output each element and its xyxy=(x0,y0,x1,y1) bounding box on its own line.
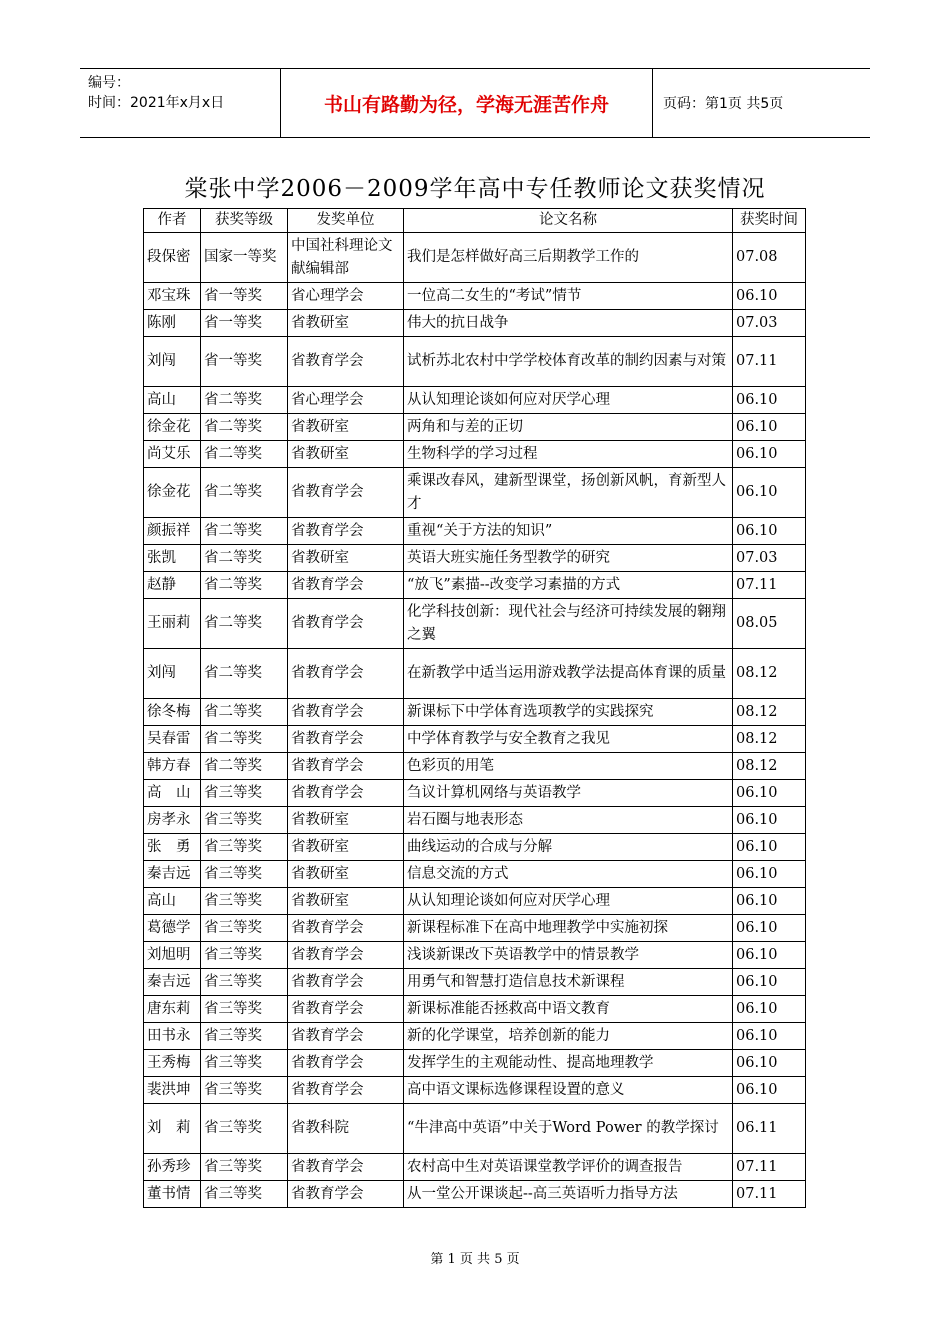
cell-paper: 发挥学生的主观能动性、提高地理教学 xyxy=(404,1050,733,1077)
cell-level: 省二等奖 xyxy=(201,468,288,518)
cell-paper: 试析苏北农村中学学校体育改革的制约因素与对策 xyxy=(404,337,733,387)
column-header-date: 获奖时间 xyxy=(733,209,806,233)
table-row xyxy=(144,726,806,753)
cell-author: 葛德学 xyxy=(144,915,201,942)
cell-date: 06.10 xyxy=(733,807,806,834)
table-row xyxy=(144,468,806,518)
cell-paper: 新的化学课堂，培养创新的能力 xyxy=(404,1023,733,1050)
cell-author: 张凯 xyxy=(144,545,201,572)
cell-date: 06.10 xyxy=(733,942,806,969)
cell-author: 张 勇 xyxy=(144,834,201,861)
table-row xyxy=(144,834,806,861)
cell-author: 徐金花 xyxy=(144,414,201,441)
cell-unit: 省教育学会 xyxy=(288,726,404,753)
cell-author: 田书永 xyxy=(144,1023,201,1050)
cell-author: 赵静 xyxy=(144,572,201,599)
cell-level: 省二等奖 xyxy=(201,414,288,441)
cell-paper: 在新教学中适当运用游戏教学法提高体育课的质量 xyxy=(404,649,733,699)
cell-level: 省三等奖 xyxy=(201,1104,288,1154)
awards-table xyxy=(143,208,806,1208)
cell-author: 唐东莉 xyxy=(144,996,201,1023)
doc-number-label: 编号： xyxy=(88,75,130,91)
cell-paper: 从一堂公开课谈起--高三英语听力指导方法 xyxy=(404,1181,733,1208)
cell-unit: 中国社科理论文献编辑部 xyxy=(288,233,404,283)
cell-date: 06.10 xyxy=(733,283,806,310)
document-title: 棠张中学2006－2009学年高中专任教师论文获奖情况 xyxy=(184,176,766,202)
cell-date: 08.12 xyxy=(733,699,806,726)
cell-unit: 省教育学会 xyxy=(288,915,404,942)
cell-date: 06.10 xyxy=(733,861,806,888)
cell-level: 省三等奖 xyxy=(201,780,288,807)
cell-level: 省二等奖 xyxy=(201,726,288,753)
cell-unit: 省教研室 xyxy=(288,441,404,468)
cell-level: 省二等奖 xyxy=(201,753,288,780)
cell-unit: 省教育学会 xyxy=(288,1181,404,1208)
cell-unit: 省心理学会 xyxy=(288,387,404,414)
cell-level: 省一等奖 xyxy=(201,337,288,387)
cell-author: 刘闯 xyxy=(144,649,201,699)
cell-unit: 省教研室 xyxy=(288,888,404,915)
cell-unit: 省教育学会 xyxy=(288,780,404,807)
cell-paper: 我们是怎样做好高三后期教学工作的 xyxy=(404,233,733,283)
cell-paper: 农村高中生对英语课堂教学评价的调查报告 xyxy=(404,1154,733,1181)
cell-date: 06.10 xyxy=(733,414,806,441)
cell-date: 08.12 xyxy=(733,649,806,699)
cell-paper: 中学体育教学与安全教育之我见 xyxy=(404,726,733,753)
cell-paper: 新课标准能否拯救高中语文教育 xyxy=(404,996,733,1023)
cell-author: 高山 xyxy=(144,888,201,915)
cell-author: 高山 xyxy=(144,387,201,414)
cell-date: 06.10 xyxy=(733,834,806,861)
cell-date: 07.11 xyxy=(733,1154,806,1181)
cell-date: 06.11 xyxy=(733,1104,806,1154)
table-row xyxy=(144,915,806,942)
cell-level: 省三等奖 xyxy=(201,1050,288,1077)
cell-level: 省三等奖 xyxy=(201,942,288,969)
cell-paper: 信息交流的方式 xyxy=(404,861,733,888)
cell-paper: “牛津高中英语”中关于Word Power 的教学探讨 xyxy=(404,1104,733,1154)
cell-date: 06.10 xyxy=(733,780,806,807)
cell-paper: 曲线运动的合成与分解 xyxy=(404,834,733,861)
cell-unit: 省教育学会 xyxy=(288,468,404,518)
table-row xyxy=(144,310,806,337)
cell-level: 省一等奖 xyxy=(201,283,288,310)
cell-author: 秦吉远 xyxy=(144,861,201,888)
cell-level: 省一等奖 xyxy=(201,310,288,337)
table-row xyxy=(144,387,806,414)
cell-unit: 省教育学会 xyxy=(288,337,404,387)
cell-date: 07.11 xyxy=(733,1181,806,1208)
cell-paper: 从认知理论谈如何应对厌学心理 xyxy=(404,888,733,915)
cell-date: 06.10 xyxy=(733,1023,806,1050)
cell-author: 董书情 xyxy=(144,1181,201,1208)
table-row xyxy=(144,1154,806,1181)
cell-paper: 用勇气和智慧打造信息技术新课程 xyxy=(404,969,733,996)
header-page-number: 页码：第1页 共5页 xyxy=(663,96,784,112)
cell-author: 陈刚 xyxy=(144,310,201,337)
cell-author: 王秀梅 xyxy=(144,1050,201,1077)
cell-level: 省二等奖 xyxy=(201,518,288,545)
cell-paper: 化学科技创新：现代社会与经济可持续发展的翱翔之翼 xyxy=(404,599,733,649)
cell-unit: 省教研室 xyxy=(288,310,404,337)
cell-unit: 省教育学会 xyxy=(288,1154,404,1181)
cell-author: 刘旭明 xyxy=(144,942,201,969)
cell-level: 省三等奖 xyxy=(201,834,288,861)
cell-paper: 浅谈新课改下英语教学中的情景教学 xyxy=(404,942,733,969)
cell-paper: 从认知理论谈如何应对厌学心理 xyxy=(404,387,733,414)
cell-author: 尚艾乐 xyxy=(144,441,201,468)
cell-author: 裴洪坤 xyxy=(144,1077,201,1104)
cell-level: 省三等奖 xyxy=(201,1023,288,1050)
cell-level: 省二等奖 xyxy=(201,441,288,468)
page-footer: 第 1 页 共 5 页 xyxy=(430,1252,520,1267)
cell-date: 06.10 xyxy=(733,1077,806,1104)
cell-author: 秦吉远 xyxy=(144,969,201,996)
cell-level: 省三等奖 xyxy=(201,996,288,1023)
cell-paper: 生物科学的学习过程 xyxy=(404,441,733,468)
cell-unit: 省教育学会 xyxy=(288,753,404,780)
cell-paper: 刍议计算机网络与英语教学 xyxy=(404,780,733,807)
cell-level: 省二等奖 xyxy=(201,699,288,726)
cell-paper: “放飞”素描--改变学习素描的方式 xyxy=(404,572,733,599)
cell-author: 吴春雷 xyxy=(144,726,201,753)
table-row xyxy=(144,283,806,310)
cell-date: 07.03 xyxy=(733,545,806,572)
column-header-level: 获奖等级 xyxy=(201,209,288,233)
cell-level: 省三等奖 xyxy=(201,888,288,915)
cell-paper: 英语大班实施任务型教学的研究 xyxy=(404,545,733,572)
cell-level: 省三等奖 xyxy=(201,807,288,834)
cell-unit: 省教育学会 xyxy=(288,649,404,699)
cell-level: 省二等奖 xyxy=(201,599,288,649)
cell-level: 国家一等奖 xyxy=(201,233,288,283)
table-row xyxy=(144,1023,806,1050)
table-row xyxy=(144,337,806,387)
cell-author: 邓宝珠 xyxy=(144,283,201,310)
cell-unit: 省教研室 xyxy=(288,545,404,572)
cell-paper: 高中语文课标选修课程设置的意义 xyxy=(404,1077,733,1104)
cell-unit: 省教研室 xyxy=(288,807,404,834)
cell-level: 省三等奖 xyxy=(201,1077,288,1104)
cell-paper: 新课标下中学体育选项教学的实践探究 xyxy=(404,699,733,726)
cell-author: 颜振祥 xyxy=(144,518,201,545)
header-meta xyxy=(80,69,280,137)
cell-date: 07.11 xyxy=(733,337,806,387)
cell-unit: 省教育学会 xyxy=(288,969,404,996)
column-header-author: 作者 xyxy=(144,209,201,233)
table-row xyxy=(144,1050,806,1077)
cell-unit: 省教研室 xyxy=(288,834,404,861)
cell-author: 王丽莉 xyxy=(144,599,201,649)
cell-author: 孙秀珍 xyxy=(144,1154,201,1181)
table-row xyxy=(144,572,806,599)
doc-time-label: 时间：2021年x月x日 xyxy=(88,95,225,111)
cell-level: 省三等奖 xyxy=(201,1181,288,1208)
cell-paper: 两角和与差的正切 xyxy=(404,414,733,441)
cell-author: 刘 莉 xyxy=(144,1104,201,1154)
table-row xyxy=(144,861,806,888)
table-row xyxy=(144,699,806,726)
table-row xyxy=(144,233,806,283)
cell-unit: 省教育学会 xyxy=(288,1023,404,1050)
table-row xyxy=(144,545,806,572)
cell-paper: 岩石圈与地表形态 xyxy=(404,807,733,834)
cell-unit: 省教育学会 xyxy=(288,1050,404,1077)
cell-date: 06.10 xyxy=(733,888,806,915)
cell-paper: 一位高二女生的“考试”情节 xyxy=(404,283,733,310)
table-row xyxy=(144,807,806,834)
cell-level: 省三等奖 xyxy=(201,1154,288,1181)
cell-unit: 省教研室 xyxy=(288,414,404,441)
cell-paper: 新课程标准下在高中地理教学中实施初探 xyxy=(404,915,733,942)
table-row xyxy=(144,942,806,969)
cell-date: 07.08 xyxy=(733,233,806,283)
cell-unit: 省教育学会 xyxy=(288,572,404,599)
cell-date: 06.10 xyxy=(733,1050,806,1077)
cell-date: 07.11 xyxy=(733,572,806,599)
table-row xyxy=(144,1077,806,1104)
table-row xyxy=(144,649,806,699)
table-row xyxy=(144,888,806,915)
cell-author: 徐冬梅 xyxy=(144,699,201,726)
cell-paper: 色彩页的用笔 xyxy=(404,753,733,780)
cell-unit: 省心理学会 xyxy=(288,283,404,310)
table-row xyxy=(144,599,806,649)
cell-unit: 省教育学会 xyxy=(288,518,404,545)
cell-unit: 省教研室 xyxy=(288,861,404,888)
cell-level: 省二等奖 xyxy=(201,572,288,599)
table-row xyxy=(144,780,806,807)
column-header-unit: 发奖单位 xyxy=(288,209,404,233)
table-header-row xyxy=(144,209,806,233)
cell-paper: 重视“关于方法的知识” xyxy=(404,518,733,545)
cell-author: 韩方春 xyxy=(144,753,201,780)
table-row xyxy=(144,996,806,1023)
cell-unit: 省教育学会 xyxy=(288,996,404,1023)
cell-unit: 省教育学会 xyxy=(288,1077,404,1104)
page-header xyxy=(80,68,870,138)
cell-level: 省三等奖 xyxy=(201,915,288,942)
cell-level: 省三等奖 xyxy=(201,969,288,996)
cell-date: 06.10 xyxy=(733,915,806,942)
table-row xyxy=(144,753,806,780)
cell-date: 06.10 xyxy=(733,468,806,518)
cell-date: 08.05 xyxy=(733,599,806,649)
cell-date: 06.10 xyxy=(733,387,806,414)
cell-level: 省二等奖 xyxy=(201,387,288,414)
column-header-paper: 论文名称 xyxy=(404,209,733,233)
cell-unit: 省教育学会 xyxy=(288,699,404,726)
cell-author: 刘闯 xyxy=(144,337,201,387)
header-motto: 书山有路勤为径，学海无涯苦作舟 xyxy=(280,69,653,137)
cell-date: 06.10 xyxy=(733,969,806,996)
cell-date: 06.10 xyxy=(733,441,806,468)
cell-unit: 省教育学会 xyxy=(288,942,404,969)
table-row xyxy=(144,1104,806,1154)
table-row xyxy=(144,518,806,545)
cell-paper: 乘课改春风，建新型课堂，扬创新风帆，育新型人才 xyxy=(404,468,733,518)
table-body xyxy=(144,233,806,1208)
cell-date: 08.12 xyxy=(733,726,806,753)
cell-date: 07.03 xyxy=(733,310,806,337)
cell-date: 08.12 xyxy=(733,753,806,780)
cell-level: 省二等奖 xyxy=(201,545,288,572)
cell-author: 高 山 xyxy=(144,780,201,807)
cell-author: 段保密 xyxy=(144,233,201,283)
cell-date: 06.10 xyxy=(733,996,806,1023)
cell-level: 省三等奖 xyxy=(201,861,288,888)
table-row xyxy=(144,1181,806,1208)
cell-date: 06.10 xyxy=(733,518,806,545)
cell-level: 省二等奖 xyxy=(201,649,288,699)
cell-unit: 省教育学会 xyxy=(288,599,404,649)
table-row xyxy=(144,414,806,441)
cell-author: 徐金花 xyxy=(144,468,201,518)
cell-unit: 省教科院 xyxy=(288,1104,404,1154)
table-row xyxy=(144,969,806,996)
table-row xyxy=(144,441,806,468)
cell-paper: 伟大的抗日战争 xyxy=(404,310,733,337)
cell-author: 房孝永 xyxy=(144,807,201,834)
